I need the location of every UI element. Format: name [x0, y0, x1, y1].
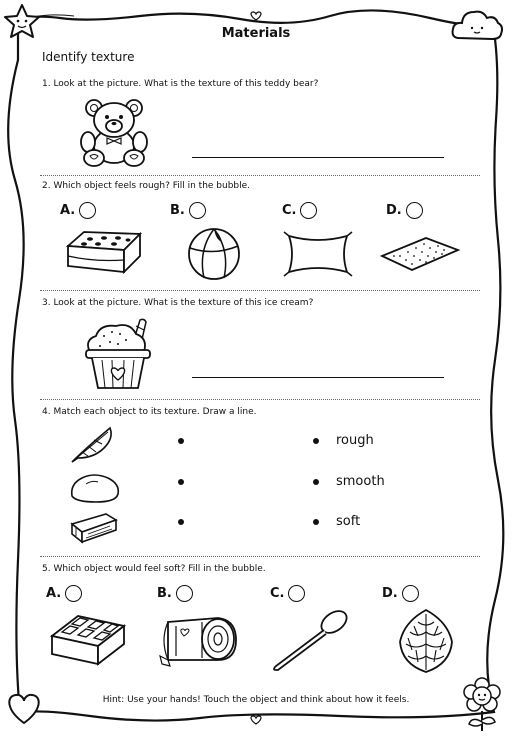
- option-label: C.: [270, 586, 285, 601]
- page-title: Materials: [221, 26, 291, 41]
- question-3-prompt: 3. Look at the picture. What is the texture of this ice cream?: [42, 298, 314, 308]
- texture-word-rough: rough: [336, 433, 374, 448]
- q5-option-d[interactable]: [382, 585, 419, 602]
- spoon-icon: [268, 608, 352, 672]
- texture-word-soft: soft: [336, 514, 361, 529]
- small-heart-icon: [250, 11, 262, 21]
- teddy-bear-icon: [74, 96, 154, 168]
- section-divider: [40, 556, 480, 557]
- ice-cream-cup-icon: [80, 316, 156, 392]
- answer-bubble[interactable]: [402, 585, 419, 602]
- option-label: D.: [382, 586, 398, 601]
- match-dot[interactable]: [313, 438, 319, 444]
- q5-option-b[interactable]: [157, 585, 193, 602]
- match-dot[interactable]: [178, 479, 184, 485]
- section-divider: [40, 175, 480, 176]
- pinecone-icon: [394, 606, 458, 676]
- rolled-towel-icon: [158, 612, 242, 668]
- match-dot[interactable]: [178, 438, 184, 444]
- worksheet-subtitle: Identify texture: [42, 50, 135, 64]
- q2-option-c[interactable]: [282, 202, 317, 219]
- option-label: B.: [170, 203, 185, 218]
- q5-option-a[interactable]: [46, 585, 82, 602]
- q5-option-c[interactable]: [270, 585, 305, 602]
- brick-icon: [48, 612, 128, 668]
- sponge-icon: [64, 228, 144, 276]
- option-label: C.: [282, 203, 297, 218]
- question-1-prompt: 1. Look at the picture. What is the texture of this teddy bear?: [42, 79, 319, 89]
- flower-icon: [460, 676, 504, 734]
- q2-option-b[interactable]: [170, 202, 206, 219]
- texture-word-smooth: smooth: [336, 474, 385, 489]
- section-divider: [40, 290, 480, 291]
- pillow-icon: [283, 230, 353, 278]
- rock-icon: [68, 470, 122, 504]
- option-label: A.: [60, 203, 76, 218]
- option-label: A.: [46, 586, 62, 601]
- match-dot[interactable]: [313, 479, 319, 485]
- sandpaper-icon: [380, 234, 460, 274]
- q2-option-a[interactable]: [60, 202, 96, 219]
- match-dot[interactable]: [178, 519, 184, 525]
- answer-bubble[interactable]: [300, 202, 317, 219]
- match-dot[interactable]: [313, 519, 319, 525]
- option-label: D.: [386, 203, 402, 218]
- question-5-prompt: 5. Which object would feel soft? Fill in the bubble.: [42, 564, 266, 574]
- answer-bubble[interactable]: [65, 585, 82, 602]
- answer-line[interactable]: [192, 157, 444, 158]
- question-4-prompt: 4. Match each object to its texture. Draw a line.: [42, 407, 257, 417]
- feather-icon: [68, 424, 116, 464]
- beach-ball-icon: [186, 226, 242, 282]
- option-label: B.: [157, 586, 172, 601]
- answer-bubble[interactable]: [189, 202, 206, 219]
- answer-bubble[interactable]: [176, 585, 193, 602]
- answer-bubble[interactable]: [79, 202, 96, 219]
- q2-option-d[interactable]: [386, 202, 423, 219]
- answer-line[interactable]: [192, 377, 444, 378]
- question-2-prompt: 2. Which object feels rough? Fill in the bubble.: [42, 181, 251, 191]
- answer-bubble[interactable]: [288, 585, 305, 602]
- answer-bubble[interactable]: [406, 202, 423, 219]
- small-heart-icon: [250, 715, 262, 725]
- section-divider: [40, 399, 480, 400]
- hint-text: Hint: Use your hands! Touch the object and think about how it feels.: [102, 695, 410, 705]
- wood-block-icon: [68, 510, 120, 544]
